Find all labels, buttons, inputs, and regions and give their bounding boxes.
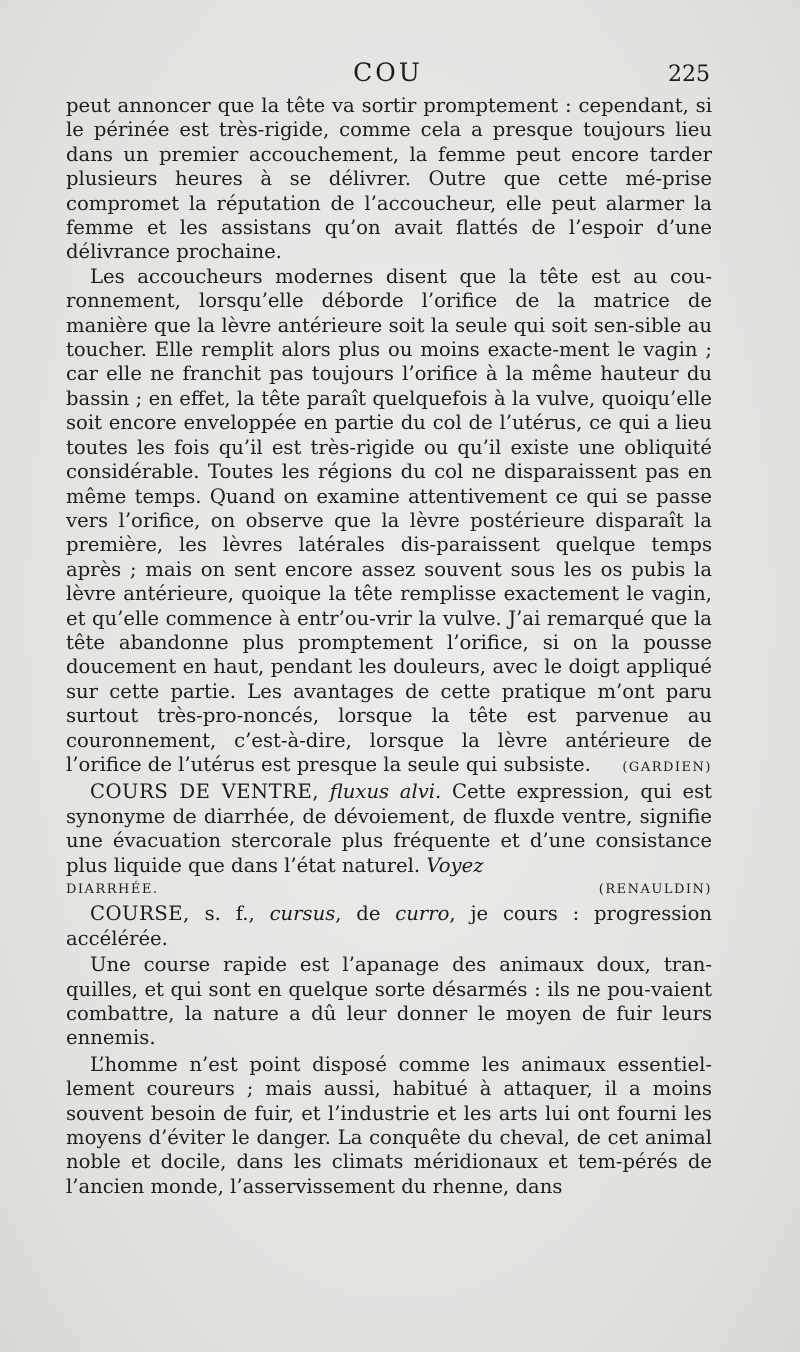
entry-footer bbox=[66, 878, 712, 902]
paragraph-text: Les accoucheurs modernes disent que la tête est au cou-ronnement, lorsqu’elle déborde l’orifice de la matrice de manière que la lèvre antérieure soit la seule qui soit sen-sible au toucher. Elle remplit alors plus ou moins exacte-ment le vagin ; car elle ne franchit pas toujours l’orifice à la même hauteur du bassin ; en effet, la tête paraît quelquefois à la vulve, quoiqu’elle soit encore enveloppée en partie du col de l’utérus, ce qui a lieu toutes les fois qu’il est très-rigide ou qu’il existe une obliquité considérable. Toutes les régions du col ne disparaissent pas en même temps. Quand on examine attentivement ce qui se passe vers l’orifice, on observe que la lèvre postérieure disparaît la première, les lèvres latérales dis-paraissent quelque temps après ; mais on sent encore assez souvent sous les os pubis la lèvre antérieure, quoique la tête remplisse exactement le vagin, et qu’elle commence à entr’ou-vrir la vulve. J’ai remarqué que la tête abandonne plus promptement l’orifice, si on la pousse doucement en haut, pendant les douleurs, avec le doigt appliqué sur cette partie. Les avantages de cette pratique m’ont paru surtout très-pro-noncés, lorsque la tête est parvenue au couronnement, c’est-à-dire, lorsque la lèvre antérieure de l’orifice de l’utérus est presque la seule qui subsiste. bbox=[66, 264, 712, 776]
page-body bbox=[66, 94, 712, 1199]
entry-text: , de bbox=[335, 902, 381, 926]
cross-reference-label: Voyez bbox=[426, 853, 484, 877]
latin-term: fluxus alvi. bbox=[329, 780, 442, 804]
paragraph-homme: L’homme n’est point disposé comme les animaux essentiel-lement coureurs ; mais aussi, habitué à attaquer, il a moins souvent besoin de fuir, et l’industrie et les arts lui ont fourni les moyens d’éviter le danger. La conquête du cheval, de cet animal noble et docile, dans les climats méridionaux et tem-pérés de l’ancien monde, l’asservissement du rhenne, dans bbox=[66, 1052, 712, 1198]
paragraph-animaux: Une course rapide est l’apanage des animaux doux, tran-quilles, et qui sont en quelque sorte désarmés : ils ne pou-vaient combattre, la nature a dû leur donner le moyen de fuir leurs ennemis. bbox=[66, 953, 712, 1050]
paragraph-continuation: peut annoncer que la tête va sortir promptement : cependant, si le périnée est très-rigide, comme cela a presque toujours lieu dans un premier accouchement, la femme peut encore tarder plusieurs heures à se délivrer. Outre que cette mé-prise compromet la réputation de l’accoucheur, elle peut alarmer la femme et les assistans qu’on avait flattés de l’espoir d’une délivrance prochaine. bbox=[66, 94, 712, 264]
entry-cours-de-ventre bbox=[66, 780, 712, 878]
entry-headword: COURS DE VENTRE, bbox=[90, 780, 320, 804]
author-signature-renauldin: (RENAULDIN) bbox=[598, 882, 712, 897]
entry-headword: COURSE, bbox=[90, 902, 190, 926]
latin-term: curro bbox=[395, 902, 450, 926]
page-number: 225 bbox=[668, 62, 710, 87]
entry-definition: Cette expression, qui est synonyme de diarrhée, de dévoiement, de fluxde ventre, signifie une évacuation stercorale plus fréquente et d’une consistance plus liquide que dans l’état naturel. bbox=[66, 780, 713, 877]
entry-definition: , je cours : progression accélérée. bbox=[66, 902, 712, 950]
entry-course bbox=[66, 902, 712, 951]
running-head: COU bbox=[353, 58, 423, 87]
latin-term: cursus bbox=[269, 902, 336, 926]
author-signature-gardien: (GARDIEN) bbox=[622, 759, 712, 775]
page-header bbox=[66, 58, 710, 92]
paragraph-couronnement bbox=[66, 265, 712, 778]
part-of-speech: s. f., bbox=[204, 902, 255, 926]
cross-reference-link: DIARRHÉE. bbox=[66, 882, 159, 897]
